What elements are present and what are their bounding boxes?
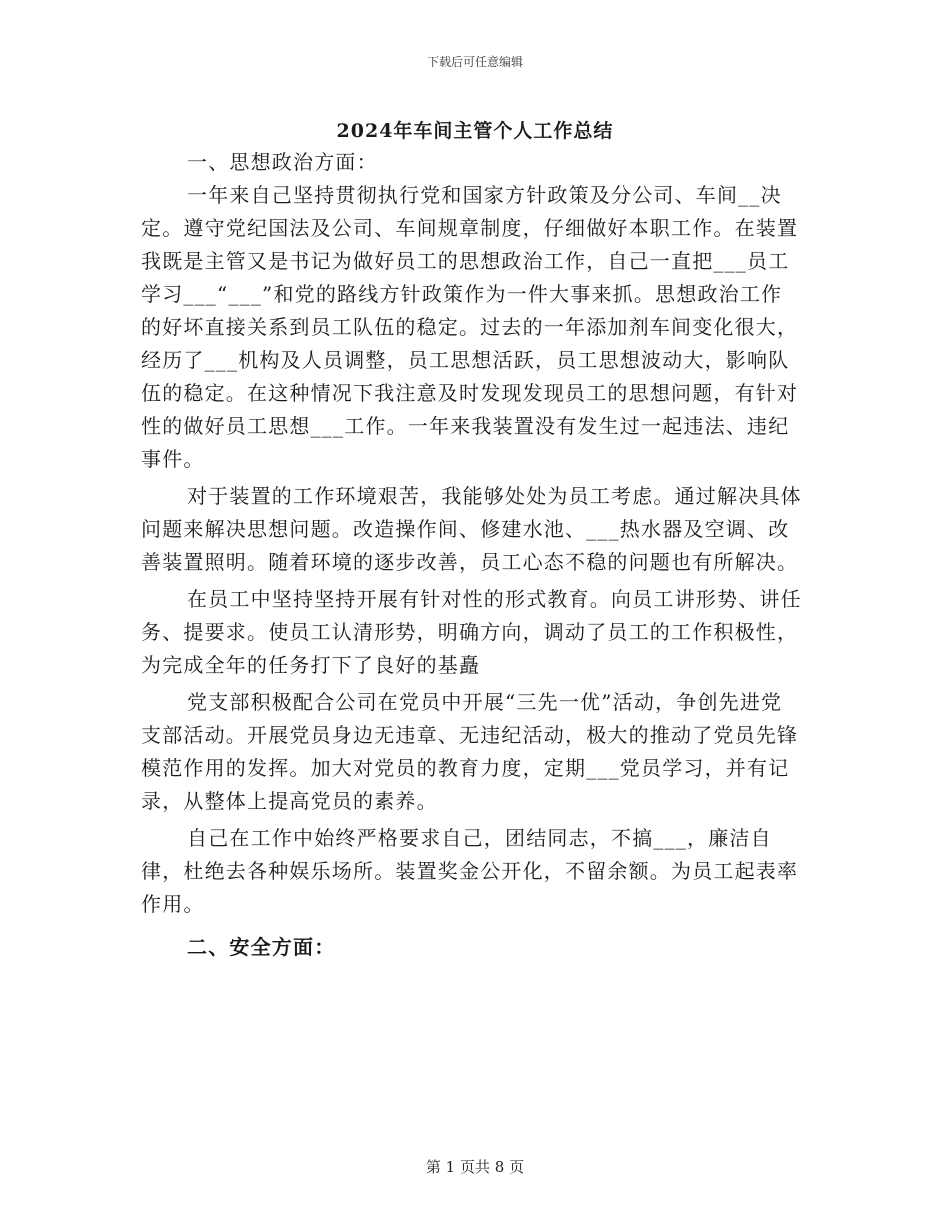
page-number: 第 1 页共 8 页 bbox=[425, 1158, 525, 1176]
paragraph-ideology-1: 一年来自己坚持贯彻执行党和国家方针政策及分公司、车间__决定。遵守党纪国法及公司、车间规章制度，仔细做好本职工作。在装置我既是主管又是书记为做好员工的思想政治工作，自己一直把___员工学习___“___”和党的路线方针政策作为一件大事来抓。思想政治工作的好坏直接关系到员工队伍的稳定。过去的一年添加剂车间变化很大，经历了___机构及人员调整，员工思想活跃，员工思想波动大，影响队伍的稳定。在这种情况下我注意及时发现发现员工的思想问题，有针对性的做好员工思想___工作。一年来我装置没有发生过一起违法、违纪事件。 bbox=[141, 183, 799, 471]
paragraph-ideology-2: 对于装置的工作环境艰苦，我能够处处为员工考虑。通过解决具体问题来解决思想问题。改造操作间、修建水池、___热水器及空调、改善装置照明。随着环境的逐步改善，员工心态不稳的问题也有所解决。 bbox=[141, 484, 802, 574]
document-title: 2024年车间主管个人工作总结 bbox=[336, 120, 614, 142]
paragraph-ideology-5: 自己在工作中始终严格要求自己，团结同志，不搞___，廉洁自律，杜绝去各种娱乐场所。装置奖金公开化，不留余额。为员工起表率作用。 bbox=[141, 826, 799, 916]
document-body bbox=[141, 146, 803, 964]
paragraph-ideology-3: 在员工中坚持坚持开展有针对性的形式教育。向员工讲形势、讲任务、提要求。使员工认清形势，明确方向，调动了员工的工作积极性，为完成全年的任务打下了良好的基矗 bbox=[141, 587, 802, 677]
section-heading-safety: 二、安全方面： bbox=[187, 935, 336, 959]
section-heading-ideology: 一、思想政治方面： bbox=[187, 150, 378, 174]
page-header-note: 下载后可任意编辑 bbox=[426, 55, 523, 69]
paragraph-ideology-4: 党支部积极配合公司在党员中开展“三先一优”活动，争创先进党支部活动。开展党员身边无违章、无违纪活动，极大的推动了党员先锋模范作用的发挥。加大对党员的教育力度，定期___党员学习，并有记录，从整体上提高党员的素养。 bbox=[141, 690, 799, 813]
